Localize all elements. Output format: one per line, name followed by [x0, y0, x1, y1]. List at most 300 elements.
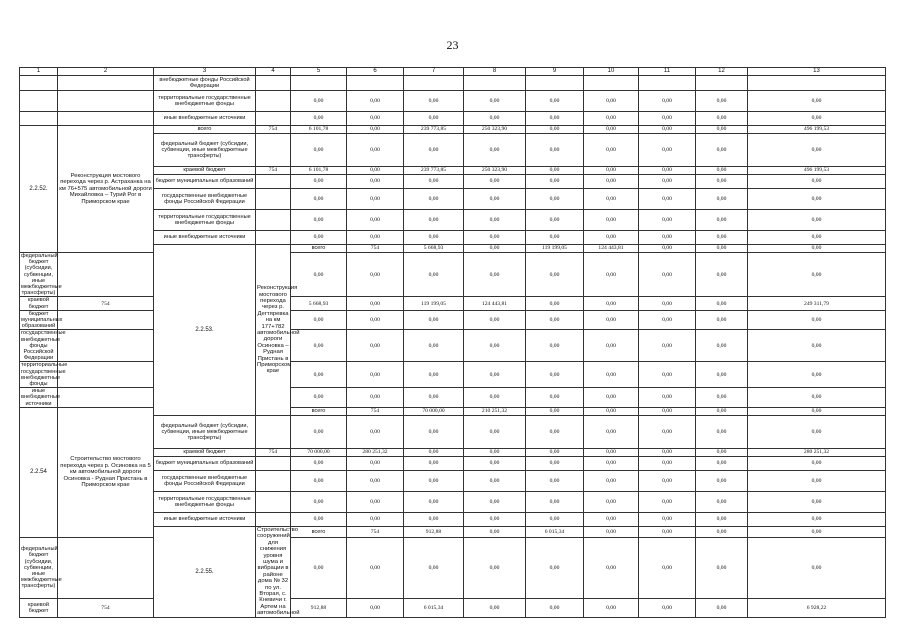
year-value: 0,00	[584, 448, 639, 456]
column-header: 2	[58, 68, 154, 76]
year-value: 0,00	[404, 362, 464, 388]
budget-code	[256, 134, 291, 167]
year-value	[404, 76, 464, 91]
year-value: 0,00	[291, 388, 347, 408]
year-value: 0,00	[584, 231, 639, 245]
year-value: 0,00	[526, 253, 584, 297]
funding-source: внебюджетные фонды Российской Федерации	[154, 76, 256, 91]
year-value: 0,00	[584, 253, 639, 297]
total-value: 0,00	[748, 330, 886, 362]
measure-number: 2.2.55.	[154, 526, 256, 617]
year-value: 0,00	[404, 491, 464, 512]
page-number: 23	[446, 38, 459, 52]
year-value: 0,00	[526, 470, 584, 491]
budget-code	[256, 456, 291, 470]
year-value: 0,00	[464, 91, 526, 112]
year-value: 0,00	[526, 175, 584, 189]
year-value: 0,00	[291, 310, 347, 330]
total-value: 0,00	[748, 253, 886, 297]
year-value: 0,00	[526, 448, 584, 456]
measure-name: Реконструкция мостового перехода через р. Астраханка на км 76+575 автомобильной дороги Михайловка – Турий Рог в Приморском крае	[58, 126, 154, 253]
budget-code: 754	[347, 245, 404, 253]
year-value: 0,00	[526, 210, 584, 231]
year-value: 0,00	[404, 512, 464, 526]
year-value: 0,00	[696, 91, 748, 112]
year-value: 0,00	[639, 245, 696, 253]
year-value: 0,00	[639, 231, 696, 245]
year-value: 0,00	[696, 448, 748, 456]
year-value: 0,00	[464, 599, 526, 617]
year-value: 0,00	[584, 310, 639, 330]
funding-source: всего	[154, 126, 256, 134]
budget-code	[58, 537, 154, 598]
year-value: 0,00	[404, 231, 464, 245]
total-value: 0,00	[748, 512, 886, 526]
budget-code	[256, 91, 291, 112]
year-value	[291, 76, 347, 91]
year-value: 0,00	[584, 491, 639, 512]
year-value: 0,00	[639, 448, 696, 456]
table-row	[20, 537, 886, 598]
year-value: 0,00	[464, 526, 526, 537]
funding-source: краевой бюджет	[154, 167, 256, 175]
total-value: 0,00	[748, 210, 886, 231]
year-value: 6 101,78	[291, 167, 347, 175]
year-value: 280 251,32	[347, 448, 404, 456]
year-value: 0,00	[347, 231, 404, 245]
measure-name	[58, 91, 154, 112]
year-value: 0,00	[347, 415, 404, 448]
year-value: 0,00	[526, 126, 584, 134]
year-value: 0,00	[404, 330, 464, 362]
year-value: 0,00	[526, 512, 584, 526]
funding-source: территориальные государственные внебюджетные фонды	[154, 91, 256, 112]
year-value: 0,00	[696, 512, 748, 526]
budget-code	[256, 512, 291, 526]
measure-number: 2.2.52.	[20, 126, 58, 253]
funding-source: территориальные государственные внебюджетные фонды	[154, 210, 256, 231]
year-value: 0,00	[584, 126, 639, 134]
year-value: 0,00	[696, 537, 748, 598]
year-value: 0,00	[464, 415, 526, 448]
year-value: 0,00	[639, 526, 696, 537]
measure-number	[20, 112, 58, 126]
year-value: 0,00	[696, 362, 748, 388]
year-value: 0,00	[347, 599, 404, 617]
year-value: 0,00	[584, 167, 639, 175]
year-value: 0,00	[696, 297, 748, 310]
year-value: 0,00	[696, 189, 748, 210]
year-value: 0,00	[584, 91, 639, 112]
budget-code: 754	[58, 297, 154, 310]
year-value: 0,00	[347, 112, 404, 126]
year-value: 0,00	[404, 253, 464, 297]
funding-source: федеральный бюджет (субсидии, субвенции, иные межбюджетные трансферты)	[21, 253, 62, 297]
year-value: 0,00	[291, 175, 347, 189]
table-body	[20, 68, 886, 618]
budget-code: 754	[256, 167, 291, 175]
year-value: 0,00	[347, 134, 404, 167]
budget-code	[58, 330, 154, 362]
total-value: 0,00	[748, 415, 886, 448]
column-header: 6	[347, 68, 404, 76]
budget-code	[256, 415, 291, 448]
year-value: 0,00	[584, 388, 639, 408]
year-value: 0,00	[291, 512, 347, 526]
year-value: 0,00	[639, 189, 696, 210]
year-value: 0,00	[291, 362, 347, 388]
year-value: 0,00	[464, 470, 526, 491]
year-value: 0,00	[404, 210, 464, 231]
year-value: 0,00	[696, 388, 748, 408]
year-value: 6 015,34	[404, 599, 464, 617]
year-value: 119 199,05	[404, 297, 464, 310]
year-value: 6 101,78	[291, 126, 347, 134]
total-value	[748, 76, 886, 91]
year-value: 0,00	[639, 470, 696, 491]
measure-name: Строительство мостового перехода через р. Осиновка на 5 км автомобильной дороги Осиновка - Рудная Пристань в Приморском крае	[58, 407, 154, 537]
funding-source: краевой бюджет	[154, 448, 256, 456]
year-value: 0,00	[464, 231, 526, 245]
year-value: 0,00	[404, 456, 464, 470]
year-value: 0,00	[291, 470, 347, 491]
budget-code: 754	[256, 126, 291, 134]
year-value: 0,00	[347, 456, 404, 470]
year-value: 0,00	[404, 415, 464, 448]
year-value: 0,00	[639, 91, 696, 112]
year-value: 0,00	[291, 189, 347, 210]
table-row	[20, 76, 886, 91]
year-value: 0,00	[347, 388, 404, 408]
year-value: 0,00	[291, 491, 347, 512]
column-header: 12	[696, 68, 748, 76]
table-row	[20, 126, 886, 134]
year-value: 0,00	[696, 126, 748, 134]
year-value: 5 668,93	[291, 297, 347, 310]
year-value: 0,00	[696, 167, 748, 175]
year-value: 0,00	[584, 599, 639, 617]
year-value: 0,00	[584, 189, 639, 210]
year-value: 124 443,81	[584, 245, 639, 253]
year-value	[526, 76, 584, 91]
year-value: 0,00	[464, 448, 526, 456]
column-header: 3	[154, 68, 256, 76]
funding-source: федеральный бюджет (субсидии, субвенции, иные межбюджетные трансферты)	[154, 415, 256, 448]
measure-number: 2.2.53.	[154, 245, 256, 416]
year-value: 0,00	[464, 134, 526, 167]
total-value: 0,00	[748, 456, 886, 470]
year-value: 0,00	[347, 537, 404, 598]
year-value: 0,00	[696, 245, 748, 253]
year-value: 0,00	[696, 210, 748, 231]
year-value: 0,00	[584, 526, 639, 537]
column-header: 5	[291, 68, 347, 76]
year-value: 0,00	[347, 210, 404, 231]
total-value: 0,00	[748, 231, 886, 245]
table-row	[20, 407, 886, 415]
year-value: 0,00	[464, 245, 526, 253]
year-value: 0,00	[696, 231, 748, 245]
total-value: 0,00	[748, 362, 886, 388]
column-header: 10	[584, 68, 639, 76]
year-value: 0,00	[404, 112, 464, 126]
budget-code: 754	[58, 599, 154, 617]
budget-code	[256, 175, 291, 189]
table-row	[20, 330, 886, 362]
table-row	[20, 91, 886, 112]
year-value: 0,00	[696, 470, 748, 491]
year-value: 0,00	[526, 599, 584, 617]
funding-source: иные внебюджетные источники	[154, 112, 256, 126]
year-value: 0,00	[696, 526, 748, 537]
funding-source: государственные внебюджетные фонды Российской Федерации	[21, 330, 66, 362]
year-value: 0,00	[696, 491, 748, 512]
funding-source: территориальные государственные внебюджетные фонды	[21, 362, 68, 388]
total-value: 6 928,22	[748, 599, 886, 617]
year-value: 0,00	[584, 456, 639, 470]
year-value: 0,00	[404, 175, 464, 189]
budget-code	[256, 189, 291, 210]
column-header: 7	[404, 68, 464, 76]
year-value: 0,00	[584, 415, 639, 448]
funding-source: территориальные государственные внебюджетные фонды	[154, 491, 256, 512]
year-value: 0,00	[526, 537, 584, 598]
year-value: 6 015,34	[526, 526, 584, 537]
column-header: 1	[20, 68, 58, 76]
table-row	[20, 599, 886, 617]
year-value: 0,00	[639, 415, 696, 448]
year-value: 0,00	[584, 134, 639, 167]
year-value: 0,00	[464, 210, 526, 231]
year-value: 0,00	[464, 491, 526, 512]
year-value: 0,00	[526, 310, 584, 330]
funding-source: иные внебюджетные источники	[154, 512, 256, 526]
year-value: 0,00	[291, 330, 347, 362]
year-value: 0,00	[347, 126, 404, 134]
header-row	[20, 68, 886, 76]
table-row	[20, 388, 886, 408]
funding-source: всего	[291, 526, 347, 537]
year-value: 0,00	[526, 134, 584, 167]
budget-code: 754	[256, 448, 291, 456]
year-value: 239 773,85	[404, 126, 464, 134]
funding-source: всего	[291, 407, 347, 415]
year-value: 0,00	[639, 112, 696, 126]
total-value: 249 311,79	[748, 297, 886, 310]
total-value: 0,00	[748, 388, 886, 408]
year-value: 0,00	[464, 362, 526, 388]
budget-code	[256, 491, 291, 512]
column-header: 4	[256, 68, 291, 76]
year-value: 0,00	[464, 175, 526, 189]
year-value: 0,00	[291, 415, 347, 448]
year-value: 0,00	[347, 189, 404, 210]
year-value: 0,00	[526, 167, 584, 175]
year-value: 0,00	[526, 491, 584, 512]
year-value: 0,00	[639, 167, 696, 175]
budget-code	[58, 388, 154, 408]
total-value: 0,00	[748, 175, 886, 189]
year-value: 0,00	[639, 388, 696, 408]
year-value: 0,00	[639, 491, 696, 512]
year-value: 0,00	[347, 167, 404, 175]
measure-number	[20, 91, 58, 112]
year-value: 0,00	[526, 231, 584, 245]
year-value: 239 773,85	[404, 167, 464, 175]
year-value: 0,00	[404, 310, 464, 330]
year-value: 124 443,81	[464, 297, 526, 310]
year-value: 0,00	[347, 491, 404, 512]
year-value: 0,00	[526, 189, 584, 210]
year-value: 0,00	[696, 599, 748, 617]
column-header: 11	[639, 68, 696, 76]
year-value: 0,00	[639, 512, 696, 526]
year-value: 0,00	[526, 456, 584, 470]
measure-number: 2.2.54	[20, 407, 58, 537]
budget-code	[256, 76, 291, 91]
budget-code: 754	[347, 407, 404, 415]
year-value: 0,00	[464, 112, 526, 126]
year-value: 0,00	[464, 456, 526, 470]
total-value: 0,00	[748, 134, 886, 167]
year-value: 5 668,93	[404, 245, 464, 253]
budget-table	[19, 67, 886, 618]
year-value: 0,00	[526, 362, 584, 388]
year-value: 0,00	[639, 310, 696, 330]
year-value: 0,00	[464, 253, 526, 297]
year-value: 0,00	[584, 362, 639, 388]
total-value: 496 199,53	[748, 126, 886, 134]
year-value: 0,00	[464, 388, 526, 408]
year-value: 912,88	[404, 526, 464, 537]
year-value: 0,00	[464, 537, 526, 598]
year-value: 0,00	[347, 470, 404, 491]
year-value: 0,00	[639, 126, 696, 134]
year-value: 70 000,00	[291, 448, 347, 456]
year-value: 0,00	[291, 456, 347, 470]
funding-source: государственные внебюджетные фонды Российской Федерации	[154, 189, 256, 210]
table-row	[20, 310, 886, 330]
year-value	[464, 76, 526, 91]
funding-source: государственные внебюджетные фонды Российской Федерации	[154, 470, 256, 491]
year-value: 0,00	[639, 330, 696, 362]
year-value	[347, 76, 404, 91]
year-value: 0,00	[584, 330, 639, 362]
budget-code	[256, 231, 291, 245]
total-value: 0,00	[748, 491, 886, 512]
measure-number	[20, 76, 58, 91]
year-value: 0,00	[347, 512, 404, 526]
year-value: 0,00	[584, 175, 639, 189]
column-header: 8	[464, 68, 526, 76]
table-row	[20, 253, 886, 297]
year-value: 0,00	[696, 415, 748, 448]
year-value: 0,00	[464, 330, 526, 362]
total-value: 0,00	[748, 537, 886, 598]
total-value: 0,00	[748, 189, 886, 210]
table-row	[20, 112, 886, 126]
budget-code	[256, 470, 291, 491]
year-value: 0,00	[347, 362, 404, 388]
year-value: 0,00	[748, 407, 886, 415]
year-value: 0,00	[639, 456, 696, 470]
year-value: 0,00	[526, 330, 584, 362]
measure-name: Строительство сооружений для снижения уровня шума и вибрации в районе дома № 32 по ул. Вторая, с. Кневичи г. Артем на автомобильной	[257, 526, 300, 617]
year-value	[584, 76, 639, 91]
funding-source: иные внебюджетные источники	[154, 231, 256, 245]
year-value: 0,00	[291, 210, 347, 231]
total-value: 0,00	[748, 310, 886, 330]
total-value: 0,00	[748, 112, 886, 126]
year-value: 0,00	[526, 112, 584, 126]
year-value: 0,00	[291, 537, 347, 598]
year-value: 0,00	[526, 388, 584, 408]
column-header: 9	[526, 68, 584, 76]
measure-name: Реконструкция мостового перехода через р. Дегтяревка на км 177+782 автомобильной дороги Осиновка – Рудная Пристань в Приморском крае	[256, 245, 291, 416]
funding-source: федеральный бюджет (субсидии, субвенции, иные межбюджетные трансферты)	[20, 537, 58, 598]
year-value: 0,00	[526, 91, 584, 112]
measure-name	[58, 76, 154, 91]
year-value: 0,00	[584, 407, 639, 415]
budget-code: 754	[347, 526, 404, 537]
budget-code	[58, 362, 154, 388]
year-value: 0,00	[584, 210, 639, 231]
year-value: 0,00	[639, 362, 696, 388]
total-value: 496 199,53	[748, 167, 886, 175]
year-value: 0,00	[347, 91, 404, 112]
year-value: 0,00	[696, 330, 748, 362]
year-value: 912,88	[291, 599, 347, 617]
funding-source: бюджет муниципальных образований	[154, 456, 256, 470]
year-value	[696, 76, 748, 91]
year-value: 0,00	[404, 470, 464, 491]
year-value: 0,00	[639, 253, 696, 297]
year-value: 0,00	[696, 253, 748, 297]
funding-source: бюджет муниципальных образований	[21, 310, 63, 330]
year-value: 0,00	[404, 189, 464, 210]
year-value: 0,00	[291, 112, 347, 126]
budget-code	[58, 253, 154, 297]
year-value: 0,00	[696, 407, 748, 415]
year-value: 119 199,05	[526, 245, 584, 253]
year-value: 0,00	[526, 297, 584, 310]
year-value: 0,00	[404, 134, 464, 167]
year-value: 0,00	[696, 112, 748, 126]
year-value: 0,00	[584, 112, 639, 126]
funding-source: иные внебюджетные источники	[21, 388, 61, 407]
year-value: 0,00	[584, 537, 639, 598]
year-value: 0,00	[748, 245, 886, 253]
table-row	[20, 362, 886, 388]
year-value: 210 251,32	[464, 407, 526, 415]
funding-source: всего	[291, 245, 347, 253]
year-value: 250 323,90	[464, 167, 526, 175]
year-value: 250 323,90	[464, 126, 526, 134]
year-value: 0,00	[526, 415, 584, 448]
funding-source: федеральный бюджет (субсидии, субвенции, иные межбюджетные трансферты)	[154, 134, 256, 167]
year-value: 0,00	[639, 599, 696, 617]
year-value: 0,00	[347, 330, 404, 362]
total-value: 0,00	[748, 91, 886, 112]
year-value: 0,00	[291, 134, 347, 167]
budget-code	[256, 210, 291, 231]
year-value: 0,00	[639, 134, 696, 167]
year-value: 0,00	[639, 297, 696, 310]
year-value: 0,00	[584, 470, 639, 491]
year-value: 0,00	[639, 537, 696, 598]
year-value: 0,00	[696, 175, 748, 189]
year-value: 0,00	[404, 388, 464, 408]
